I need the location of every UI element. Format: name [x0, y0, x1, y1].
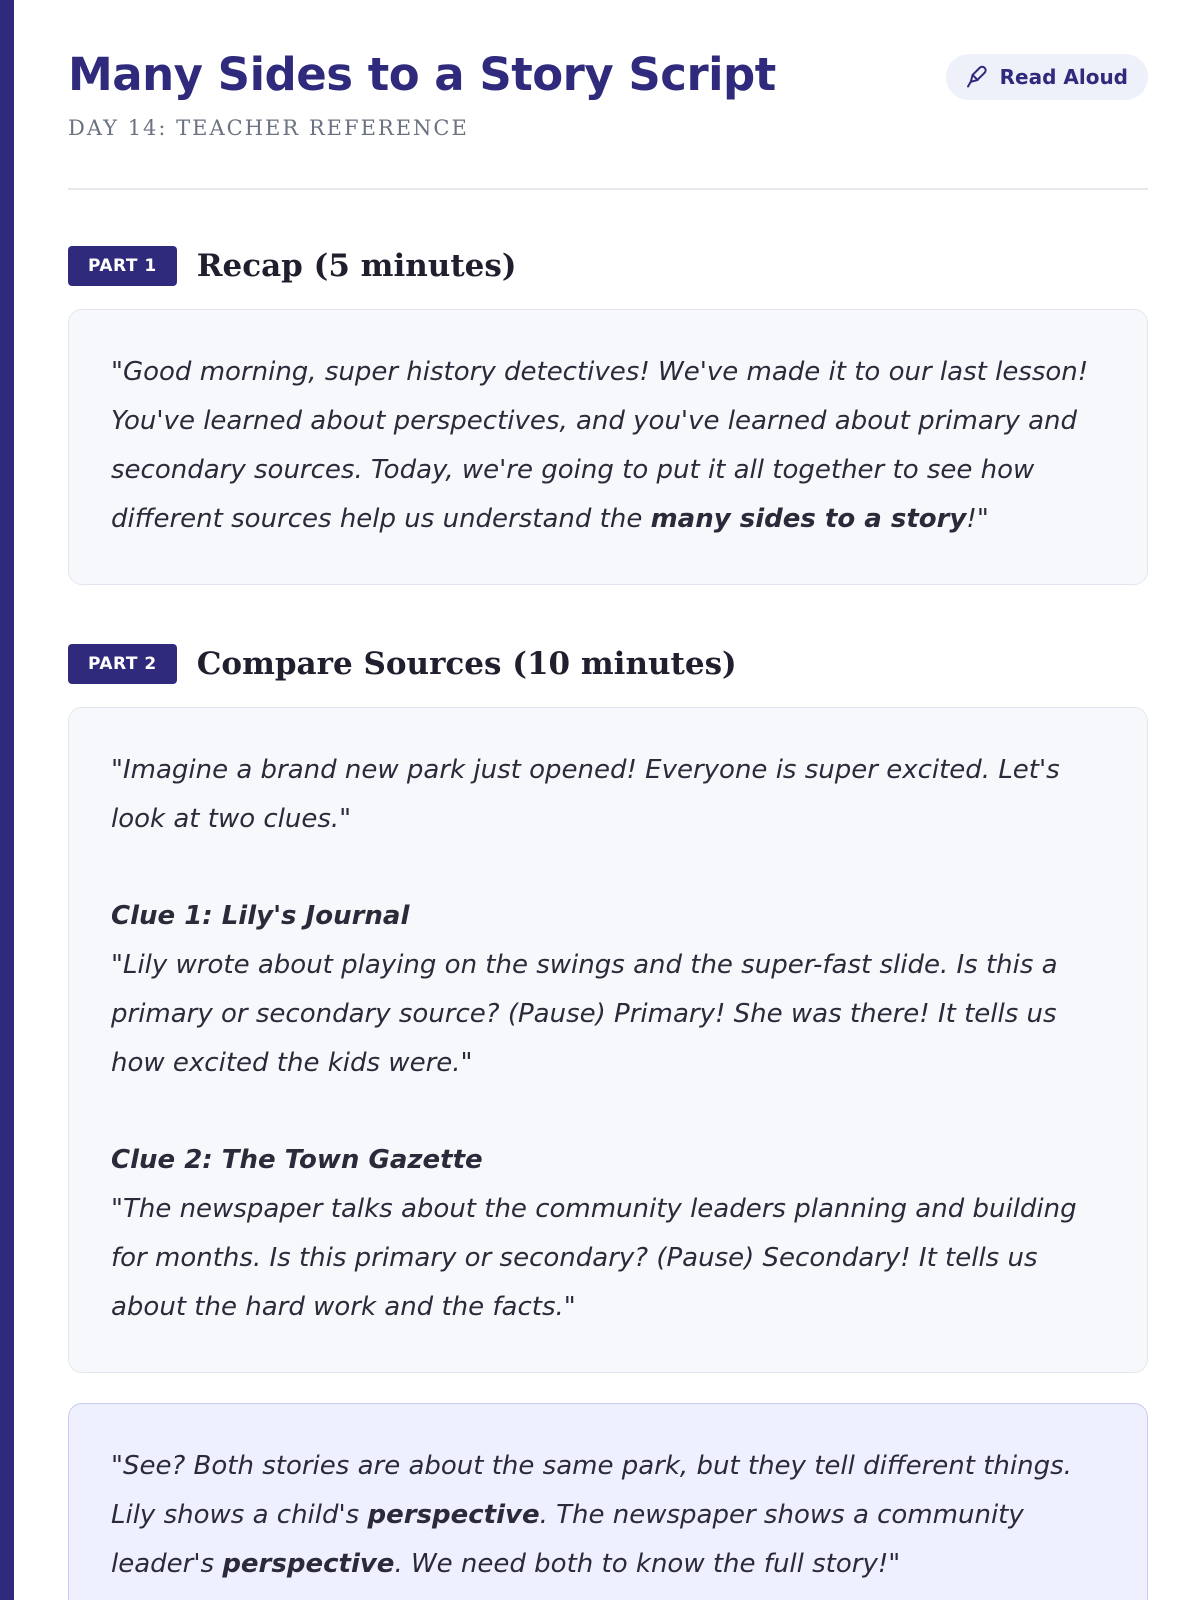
section-compare-sources: [68, 643, 1148, 1373]
emphasis-text: perspective: [367, 1500, 540, 1530]
section-summary: [68, 1403, 1148, 1600]
emphasis-text: perspective: [222, 1549, 395, 1579]
microphone-icon: [966, 65, 988, 89]
summary-text: [111, 1442, 1105, 1589]
accent-bar: [0, 0, 14, 1600]
content: [68, 0, 1148, 1579]
part-badge: PART 2: [68, 644, 177, 684]
page-header: [68, 0, 1148, 190]
summary-box: [68, 1403, 1148, 1600]
clue-text: "The newspaper talks about the community leaders planning and building for months. Is this primary or secondary? (Pause) Secondary! It tells us about the hard work and the facts.": [111, 1194, 1077, 1322]
script-text-segment: "Good morning, super history detectives! We've made it to our last lesson! You've learned about perspectives, and you've learned about primary and secondary sources. Today, we're going to put it all together to see how different sources help us understand the: [111, 357, 1089, 534]
section-title: Compare Sources (10 minutes): [196, 646, 737, 682]
script-box: [68, 707, 1148, 1373]
summary-segment: . The newspaper shows a community leader's: [111, 1500, 1024, 1579]
page-subtitle: DAY 14: TEACHER REFERENCE: [68, 116, 469, 140]
section-recap: [68, 245, 1148, 585]
script-text-segment: !": [966, 504, 989, 534]
clue-text: "Lily wrote about playing on the swings and the super-fast slide. Is this a primary or secondary source? (Pause) Primary! She was there! It tells us how excited the kids were.": [111, 950, 1058, 1078]
script-text: [111, 348, 1105, 544]
section-head: [68, 245, 1148, 287]
script-box: [68, 309, 1148, 585]
part-badge: PART 1: [68, 246, 177, 286]
page-title: Many Sides to a Story Script: [68, 48, 776, 101]
read-aloud-button[interactable]: [946, 54, 1148, 100]
summary-segment: "See? Both stories are about the same park, but they tell different things. Lily shows a child's: [111, 1451, 1072, 1530]
clue-heading: Clue 1: Lily's Journal: [111, 901, 410, 931]
summary-segment: . We need both to know the full story!": [394, 1549, 901, 1579]
script-intro: "Imagine a brand new park just opened! Everyone is super excited. Let's look at two clues.": [111, 755, 1060, 834]
section-head: [68, 643, 1148, 685]
read-aloud-label: Read Aloud: [999, 65, 1128, 89]
section-title: Recap (5 minutes): [196, 248, 517, 284]
clue-heading: Clue 2: The Town Gazette: [111, 1145, 483, 1175]
emphasis-text: many sides to a story: [650, 504, 967, 534]
